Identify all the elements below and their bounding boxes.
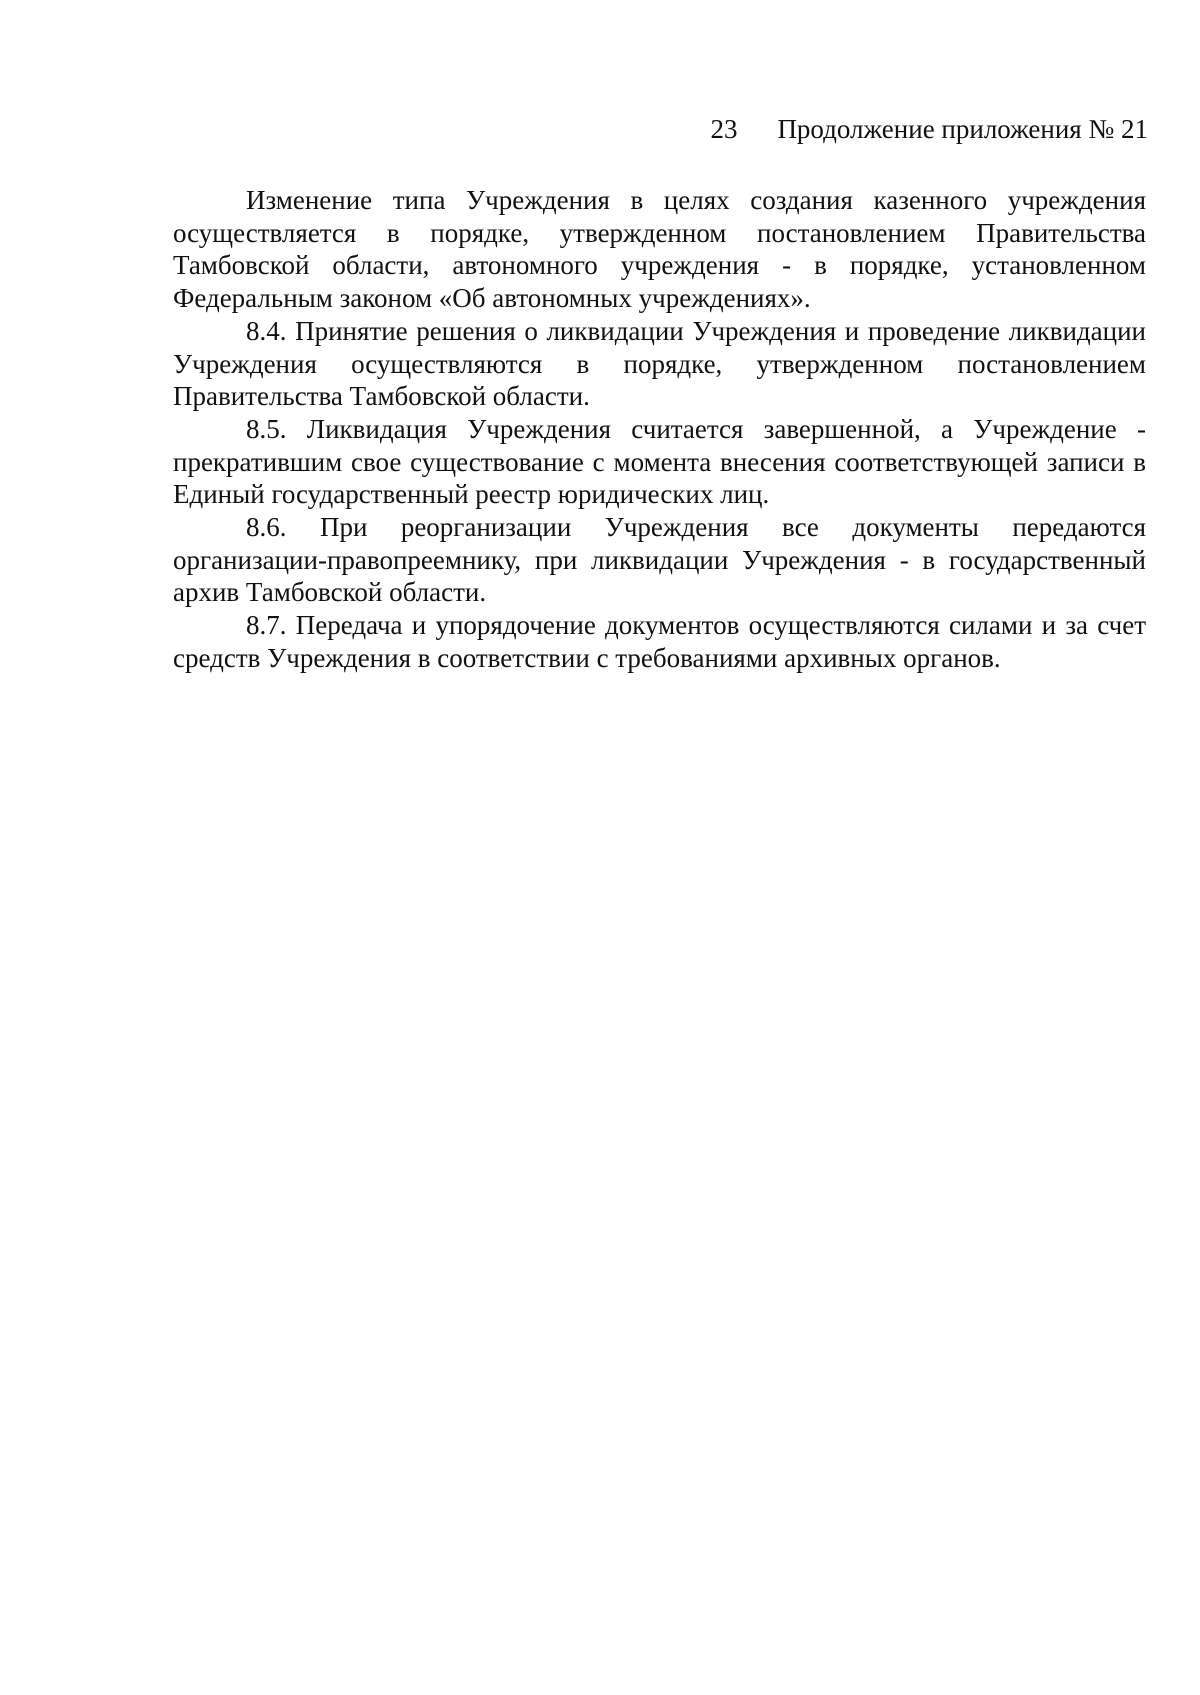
paragraph-8-7: 8.7. Передача и упорядочение документов осуществляются силами и за счет средств Учреждения в соответствии с требованиями архивных органов. — [173, 610, 1146, 673]
page-number: 23 — [710, 114, 738, 144]
paragraph-8-5: 8.5. Ликвидация Учреждения считается завершенной, а Учреждение - прекратившим свое существование с момента внесения соответствующей записи в Единый государственный реестр юридических лиц. — [173, 413, 1146, 510]
appendix-title: Продолжение приложения № 21 — [777, 114, 1148, 144]
paragraph-8-6: 8.6. При реорганизации Учреждения все документы передаются организации-правопреемнику, при ликвидации Учреждения - в государственный архив Тамбовской области. — [173, 512, 1146, 608]
page-header — [710, 113, 1148, 145]
paragraph-type-change: Изменение типа Учреждения в целях создания казенного учреждения осуществляется в порядке, утвержденном постановлением Правительства Тамбовской области, автономного учреждения - в порядке, установленном Федеральным законом «Об автономных учреждениях». — [173, 185, 1146, 314]
paragraph-8-4: 8.4. Принятие решения о ликвидации Учреждения и проведение ликвидации Учреждения осуществляются в порядке, утвержденном постановлением Правительства Тамбовской области. — [173, 315, 1146, 412]
document-body — [173, 184, 1146, 675]
